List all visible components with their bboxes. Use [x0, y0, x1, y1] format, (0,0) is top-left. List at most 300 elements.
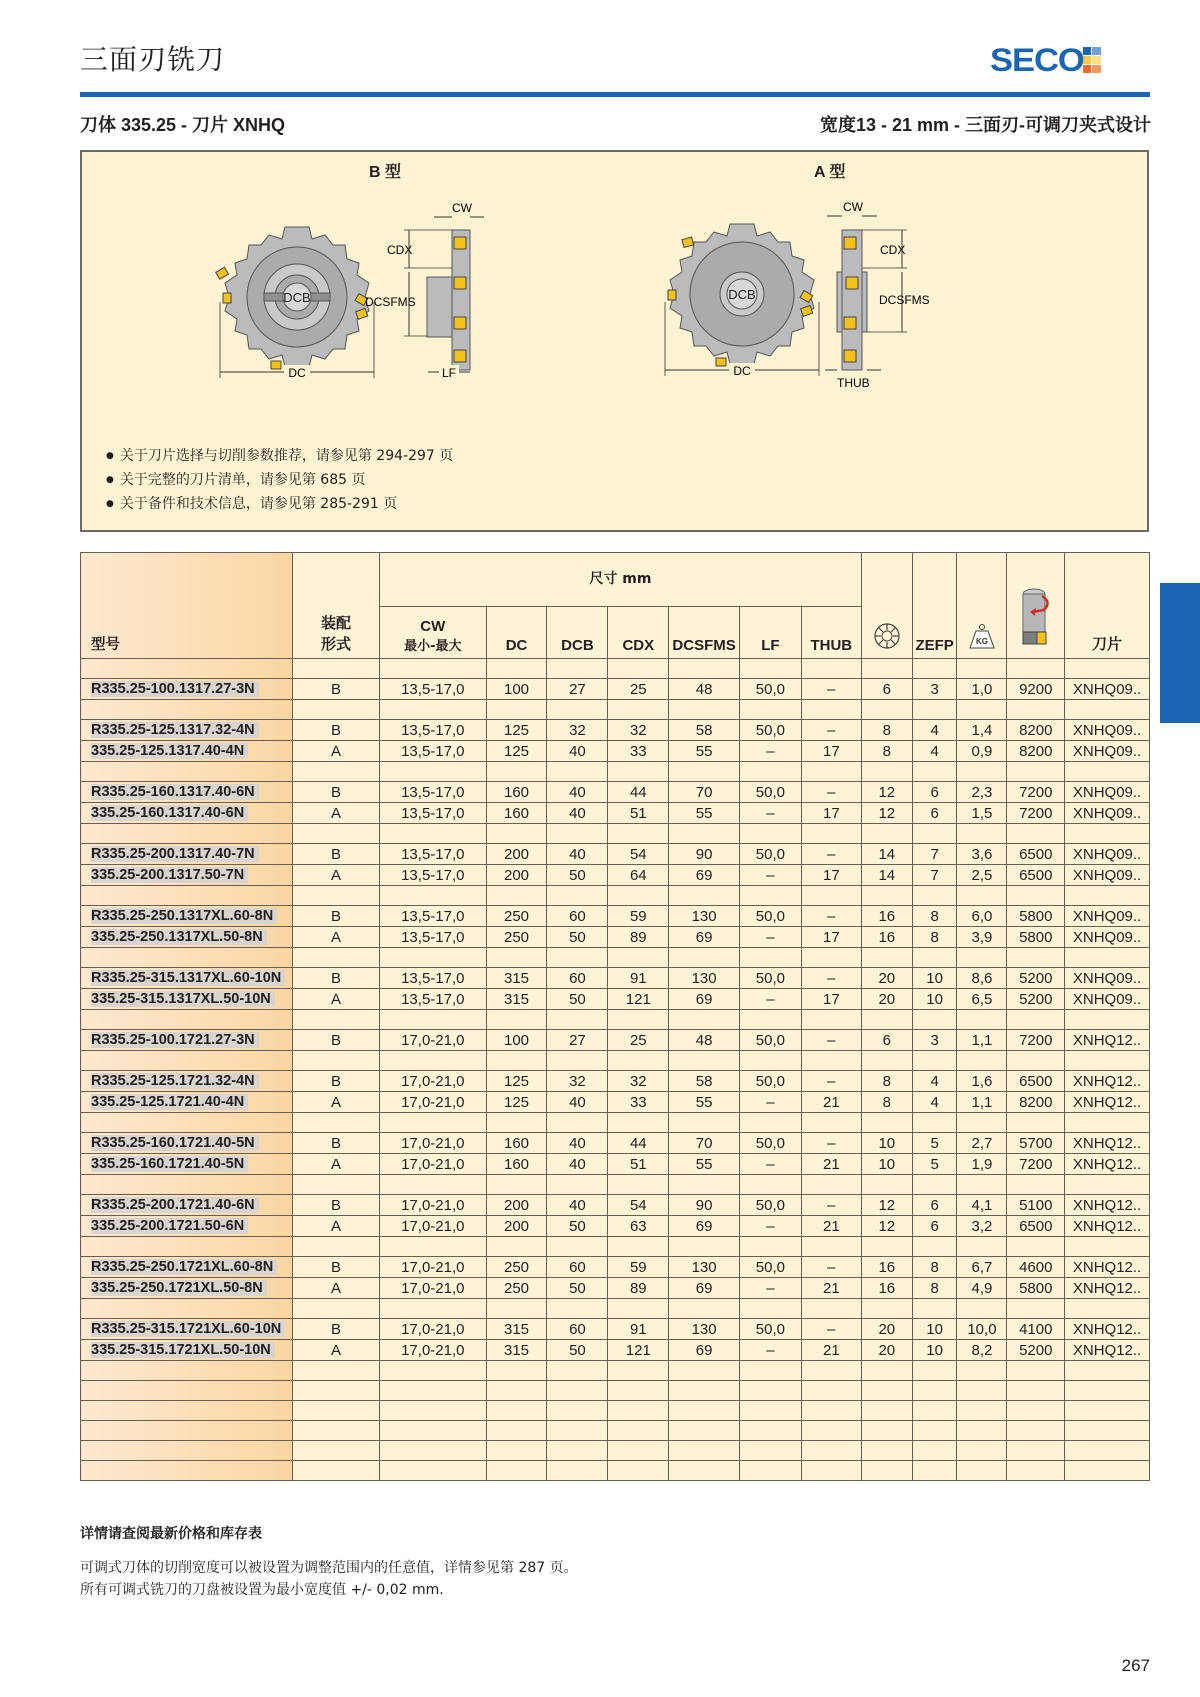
table-row — [81, 803, 1150, 824]
empty-cell — [608, 948, 669, 968]
model-code: 335.25-125.1721.40-4N — [91, 1094, 248, 1110]
empty-cell — [81, 1441, 293, 1461]
cell-model — [81, 1154, 293, 1175]
empty-cell — [380, 659, 487, 679]
cell-dc: 125 — [486, 1092, 547, 1113]
cell-rpm: 8200 — [1007, 720, 1065, 741]
cell-lf: – — [739, 865, 801, 886]
cell-dcsfms: 130 — [669, 1319, 740, 1340]
model-code: R335.25-250.1721XL.60-8N — [91, 1259, 277, 1275]
col-header-zefp: ZEFP — [912, 553, 957, 659]
cell-model — [81, 720, 293, 741]
cell-thub: – — [801, 1030, 861, 1051]
adjustment-notes — [80, 1557, 578, 1601]
empty-cell — [608, 1441, 669, 1461]
empty-cell — [669, 1421, 740, 1441]
cell-dcsfms: 55 — [669, 803, 740, 824]
empty-cell — [1065, 1421, 1150, 1441]
empty-cell — [801, 1401, 861, 1421]
cell-rpm: 7200 — [1007, 1030, 1065, 1051]
cell-cdx: 91 — [608, 1319, 669, 1340]
cell-zefp: 3 — [912, 1030, 957, 1051]
empty-cell — [547, 1010, 608, 1030]
cell-dcsfms: 70 — [669, 782, 740, 803]
empty-cell — [912, 1401, 957, 1421]
empty-cell — [957, 1361, 1007, 1381]
svg-text:CDX: CDX — [387, 243, 413, 257]
cell-thub: – — [801, 1319, 861, 1340]
cell-zefp: 10 — [912, 1340, 957, 1361]
empty-cell — [739, 1175, 801, 1195]
table-row — [81, 927, 1150, 948]
cell-z: 16 — [861, 927, 912, 948]
empty-cell — [380, 1010, 487, 1030]
empty-cell — [801, 1010, 861, 1030]
cell-cw: 13,5-17,0 — [380, 844, 487, 865]
cell-zefp: 6 — [912, 1195, 957, 1216]
empty-cell — [547, 824, 608, 844]
model-code: R335.25-250.1317XL.60-8N — [91, 908, 277, 924]
empty-cell — [547, 1175, 608, 1195]
empty-cell — [957, 1113, 1007, 1133]
cell-insert: XNHQ09.. — [1065, 906, 1150, 927]
empty-cell — [1007, 659, 1065, 679]
cutter-teeth-icon — [873, 622, 901, 650]
empty-cell — [380, 1175, 487, 1195]
cell-model — [81, 1030, 293, 1051]
empty-cell — [912, 1299, 957, 1319]
empty-cell — [861, 700, 912, 720]
empty-cell — [486, 1010, 547, 1030]
empty-cell — [957, 1441, 1007, 1461]
spacer-row — [81, 762, 1150, 782]
cell-cdx: 32 — [608, 720, 669, 741]
cell-insert: XNHQ09.. — [1065, 720, 1150, 741]
empty-cell — [739, 700, 801, 720]
empty-cell — [801, 886, 861, 906]
empty-cell — [1007, 1441, 1065, 1461]
empty-cell — [293, 1237, 380, 1257]
empty-cell — [486, 1299, 547, 1319]
cell-insert: XNHQ09.. — [1065, 782, 1150, 803]
cell-thub: – — [801, 679, 861, 700]
empty-cell — [293, 1461, 380, 1481]
empty-cell — [861, 1381, 912, 1401]
cell-dc: 160 — [486, 803, 547, 824]
empty-cell — [669, 1381, 740, 1401]
cell-cw: 13,5-17,0 — [380, 803, 487, 824]
empty-cell — [861, 1113, 912, 1133]
empty-cell — [380, 1381, 487, 1401]
empty-cell — [739, 1361, 801, 1381]
cell-rpm: 7200 — [1007, 782, 1065, 803]
cell-thub: 17 — [801, 989, 861, 1010]
empty-cell — [293, 1381, 380, 1401]
cell-rpm: 6500 — [1007, 1216, 1065, 1237]
empty-cell — [801, 1421, 861, 1441]
empty-cell — [801, 948, 861, 968]
cell-kg: 10,0 — [957, 1319, 1007, 1340]
cell-dc: 200 — [486, 1216, 547, 1237]
empty-cell — [293, 700, 380, 720]
spacer-row — [81, 1381, 1150, 1401]
cell-dcsfms: 48 — [669, 1030, 740, 1051]
spacer-row — [81, 1361, 1150, 1381]
cell-zefp: 6 — [912, 1216, 957, 1237]
cell-mount: B — [293, 1030, 380, 1051]
empty-cell — [1007, 948, 1065, 968]
empty-cell — [1007, 1361, 1065, 1381]
empty-cell — [739, 1461, 801, 1481]
cell-model — [81, 1216, 293, 1237]
empty-cell — [486, 886, 547, 906]
empty-cell — [861, 1421, 912, 1441]
page-title: 三面刃铣刀 — [80, 43, 226, 76]
cell-dcb: 60 — [547, 906, 608, 927]
cell-zefp: 4 — [912, 1071, 957, 1092]
svg-text:KG: KG — [975, 637, 988, 646]
cell-insert: XNHQ09.. — [1065, 865, 1150, 886]
cell-dcsfms: 58 — [669, 720, 740, 741]
cell-dcsfms: 130 — [669, 906, 740, 927]
empty-cell — [81, 1051, 293, 1071]
empty-cell — [739, 886, 801, 906]
empty-cell — [669, 1175, 740, 1195]
spec-table — [80, 552, 1150, 1481]
empty-cell — [861, 659, 912, 679]
empty-cell — [380, 1113, 487, 1133]
model-code: 335.25-250.1721XL.50-8N — [91, 1280, 267, 1296]
model-code: R335.25-315.1721XL.60-10N — [91, 1321, 285, 1337]
cell-thub: 21 — [801, 1340, 861, 1361]
empty-cell — [801, 659, 861, 679]
empty-cell — [801, 1051, 861, 1071]
cell-kg: 1,0 — [957, 679, 1007, 700]
cell-model — [81, 1340, 293, 1361]
empty-cell — [1065, 948, 1150, 968]
model-code: 335.25-315.1317XL.50-10N — [91, 991, 275, 1007]
empty-cell — [293, 886, 380, 906]
empty-cell — [380, 886, 487, 906]
svg-text:DCSFMS: DCSFMS — [879, 293, 930, 307]
empty-cell — [739, 948, 801, 968]
cell-model — [81, 968, 293, 989]
empty-cell — [608, 1401, 669, 1421]
col-header-cw: CW 最小-最大 — [380, 607, 487, 659]
model-code: R335.25-200.1317.40-7N — [91, 846, 259, 862]
empty-cell — [739, 1010, 801, 1030]
type-a-title: A 型 — [814, 164, 846, 181]
cell-dcb: 40 — [547, 1092, 608, 1113]
cell-dc: 100 — [486, 679, 547, 700]
cell-thub: 17 — [801, 741, 861, 762]
cell-kg: 3,2 — [957, 1216, 1007, 1237]
cell-insert: XNHQ12.. — [1065, 1257, 1150, 1278]
cell-insert: XNHQ12.. — [1065, 1071, 1150, 1092]
cell-cdx: 25 — [608, 1030, 669, 1051]
cell-rpm: 5100 — [1007, 1195, 1065, 1216]
empty-cell — [912, 1361, 957, 1381]
spacer-row — [81, 1113, 1150, 1133]
cell-lf: 50,0 — [739, 844, 801, 865]
price-stock-note: 详情请查阅最新价格和库存表 — [80, 1526, 262, 1542]
cell-cdx: 54 — [608, 844, 669, 865]
model-code: 335.25-125.1317.40-4N — [91, 743, 248, 759]
spacer-row — [81, 1010, 1150, 1030]
empty-cell — [957, 1175, 1007, 1195]
cell-cdx: 64 — [608, 865, 669, 886]
empty-cell — [739, 1237, 801, 1257]
empty-cell — [861, 1461, 912, 1481]
empty-cell — [957, 700, 1007, 720]
empty-cell — [669, 1010, 740, 1030]
cell-cw: 17,0-21,0 — [380, 1257, 487, 1278]
empty-cell — [380, 1299, 487, 1319]
cell-model — [81, 1319, 293, 1340]
cell-mount: B — [293, 1319, 380, 1340]
cell-thub: – — [801, 1195, 861, 1216]
cell-lf: – — [739, 927, 801, 948]
cell-dcb: 40 — [547, 844, 608, 865]
cell-mount: B — [293, 1071, 380, 1092]
cell-thub: 17 — [801, 927, 861, 948]
empty-cell — [739, 1441, 801, 1461]
empty-cell — [293, 1361, 380, 1381]
col-header-thub: THUB — [801, 607, 861, 659]
table-row — [81, 1195, 1150, 1216]
empty-cell — [861, 948, 912, 968]
cell-lf: – — [739, 1216, 801, 1237]
empty-cell — [608, 1010, 669, 1030]
model-code: 335.25-250.1317XL.50-8N — [91, 929, 267, 945]
empty-cell — [739, 1381, 801, 1401]
empty-cell — [1065, 1381, 1150, 1401]
empty-cell — [669, 886, 740, 906]
cell-mount: B — [293, 844, 380, 865]
spec-table-body — [81, 659, 1150, 1481]
empty-cell — [81, 1361, 293, 1381]
cell-mount: B — [293, 968, 380, 989]
model-code: R335.25-160.1317.40-6N — [91, 784, 259, 800]
empty-cell — [81, 1461, 293, 1481]
empty-cell — [486, 1175, 547, 1195]
cell-kg: 6,0 — [957, 906, 1007, 927]
empty-cell — [380, 1421, 487, 1441]
cell-kg: 1,4 — [957, 720, 1007, 741]
cell-z: 12 — [861, 1195, 912, 1216]
cell-dc: 160 — [486, 1154, 547, 1175]
cell-insert: XNHQ09.. — [1065, 989, 1150, 1010]
empty-cell — [669, 700, 740, 720]
cell-cw: 17,0-21,0 — [380, 1154, 487, 1175]
cell-cdx: 33 — [608, 1092, 669, 1113]
cell-cdx: 44 — [608, 1133, 669, 1154]
cell-rpm: 6500 — [1007, 865, 1065, 886]
empty-cell — [912, 700, 957, 720]
empty-cell — [1065, 1401, 1150, 1421]
empty-cell — [486, 1113, 547, 1133]
empty-cell — [486, 1237, 547, 1257]
empty-cell — [739, 1299, 801, 1319]
empty-cell — [293, 1051, 380, 1071]
svg-text:DCSFMS: DCSFMS — [365, 295, 416, 309]
cell-thub: 21 — [801, 1216, 861, 1237]
cell-zefp: 5 — [912, 1154, 957, 1175]
table-row — [81, 844, 1150, 865]
empty-cell — [380, 1401, 487, 1421]
empty-cell — [669, 1401, 740, 1421]
cell-lf: 50,0 — [739, 1071, 801, 1092]
empty-cell — [293, 824, 380, 844]
empty-cell — [81, 762, 293, 782]
empty-cell — [608, 1051, 669, 1071]
cell-dcb: 32 — [547, 1071, 608, 1092]
empty-cell — [81, 1237, 293, 1257]
cell-mount: B — [293, 782, 380, 803]
empty-cell — [669, 762, 740, 782]
cell-model — [81, 1133, 293, 1154]
cell-model — [81, 679, 293, 700]
cell-zefp: 6 — [912, 782, 957, 803]
empty-cell — [801, 700, 861, 720]
col-header-mount: 装配 形式 — [293, 553, 380, 659]
cell-insert: XNHQ09.. — [1065, 927, 1150, 948]
adjust-note-width: 可调式刀体的切削宽度可以被设置为调整范围内的任意值，详情参见第 287 页。 — [80, 1560, 578, 1576]
cell-lf: – — [739, 803, 801, 824]
cell-insert: XNHQ12.. — [1065, 1340, 1150, 1361]
empty-cell — [608, 1421, 669, 1441]
empty-cell — [739, 1421, 801, 1441]
cell-mount: A — [293, 803, 380, 824]
empty-cell — [1007, 1461, 1065, 1481]
table-row — [81, 741, 1150, 762]
empty-cell — [801, 1361, 861, 1381]
empty-cell — [912, 1113, 957, 1133]
empty-cell — [912, 762, 957, 782]
cell-rpm: 8200 — [1007, 741, 1065, 762]
spacer-row — [81, 1051, 1150, 1071]
cell-model — [81, 906, 293, 927]
cell-dcb: 40 — [547, 782, 608, 803]
model-code: R335.25-125.1317.32-4N — [91, 722, 259, 738]
empty-cell — [861, 1401, 912, 1421]
cell-cw: 17,0-21,0 — [380, 1216, 487, 1237]
table-row — [81, 1092, 1150, 1113]
empty-cell — [547, 762, 608, 782]
cell-dcsfms: 55 — [669, 1092, 740, 1113]
svg-text:DC: DC — [288, 366, 306, 380]
empty-cell — [957, 886, 1007, 906]
table-row — [81, 1340, 1150, 1361]
table-row — [81, 1257, 1150, 1278]
empty-cell — [861, 1051, 912, 1071]
cell-insert: XNHQ12.. — [1065, 1030, 1150, 1051]
empty-cell — [669, 1441, 740, 1461]
spacer-row — [81, 1441, 1150, 1461]
cell-lf: – — [739, 1278, 801, 1299]
cell-lf: 50,0 — [739, 720, 801, 741]
cell-thub: – — [801, 844, 861, 865]
empty-cell — [608, 886, 669, 906]
cell-cdx: 121 — [608, 1340, 669, 1361]
cell-thub: 17 — [801, 803, 861, 824]
cell-dcb: 40 — [547, 741, 608, 762]
cell-cw: 17,0-21,0 — [380, 1319, 487, 1340]
empty-cell — [1007, 1113, 1065, 1133]
cell-insert: XNHQ12.. — [1065, 1092, 1150, 1113]
cell-mount: A — [293, 989, 380, 1010]
table-row — [81, 1319, 1150, 1340]
cell-dcb: 60 — [547, 968, 608, 989]
model-code: R335.25-100.1721.27-3N — [91, 1032, 259, 1048]
note-spare-parts: ● 关于备件和技术信息，请参见第 285-291 页 — [106, 493, 453, 517]
cell-dcb: 50 — [547, 1278, 608, 1299]
cell-rpm: 8200 — [1007, 1092, 1065, 1113]
cell-lf: – — [739, 1092, 801, 1113]
cell-cw: 17,0-21,0 — [380, 1278, 487, 1299]
empty-cell — [912, 948, 957, 968]
cell-dcsfms: 70 — [669, 1133, 740, 1154]
empty-cell — [1007, 1175, 1065, 1195]
cell-zefp: 7 — [912, 865, 957, 886]
table-row — [81, 906, 1150, 927]
empty-cell — [608, 1361, 669, 1381]
empty-cell — [957, 659, 1007, 679]
cell-model — [81, 1257, 293, 1278]
empty-cell — [486, 1381, 547, 1401]
cell-dc: 200 — [486, 865, 547, 886]
empty-cell — [547, 1299, 608, 1319]
cell-dc: 125 — [486, 1071, 547, 1092]
empty-cell — [1065, 1175, 1150, 1195]
table-row — [81, 865, 1150, 886]
cell-cw: 13,5-17,0 — [380, 989, 487, 1010]
cell-z: 8 — [861, 1071, 912, 1092]
empty-cell — [669, 824, 740, 844]
cell-dc: 250 — [486, 1257, 547, 1278]
empty-cell — [486, 1421, 547, 1441]
cell-z: 6 — [861, 1030, 912, 1051]
empty-cell — [739, 1401, 801, 1421]
cell-lf: 50,0 — [739, 1257, 801, 1278]
empty-cell — [861, 1361, 912, 1381]
note-insert-selection: ● 关于刀片选择与切削参数推荐，请参见第 294-297 页 — [106, 445, 453, 469]
empty-cell — [293, 1421, 380, 1441]
cell-mount: B — [293, 1195, 380, 1216]
empty-cell — [957, 1421, 1007, 1441]
subtitle-width-range: 宽度13 - 21 mm - 三面刃-可调刀夹式设计 — [819, 115, 1151, 135]
empty-cell — [1007, 700, 1065, 720]
cell-cdx: 54 — [608, 1195, 669, 1216]
empty-cell — [380, 1361, 487, 1381]
cell-cdx: 51 — [608, 1154, 669, 1175]
svg-text:LF: LF — [442, 366, 457, 380]
empty-cell — [81, 700, 293, 720]
empty-cell — [801, 762, 861, 782]
empty-cell — [801, 824, 861, 844]
empty-cell — [293, 762, 380, 782]
empty-cell — [1007, 886, 1065, 906]
cell-z: 16 — [861, 1278, 912, 1299]
cell-cw: 13,5-17,0 — [380, 968, 487, 989]
cell-zefp: 4 — [912, 1092, 957, 1113]
empty-cell — [293, 659, 380, 679]
empty-cell — [669, 1051, 740, 1071]
cell-z: 12 — [861, 1216, 912, 1237]
empty-cell — [81, 1010, 293, 1030]
empty-cell — [608, 659, 669, 679]
col-header-cdx: CDX — [608, 607, 669, 659]
